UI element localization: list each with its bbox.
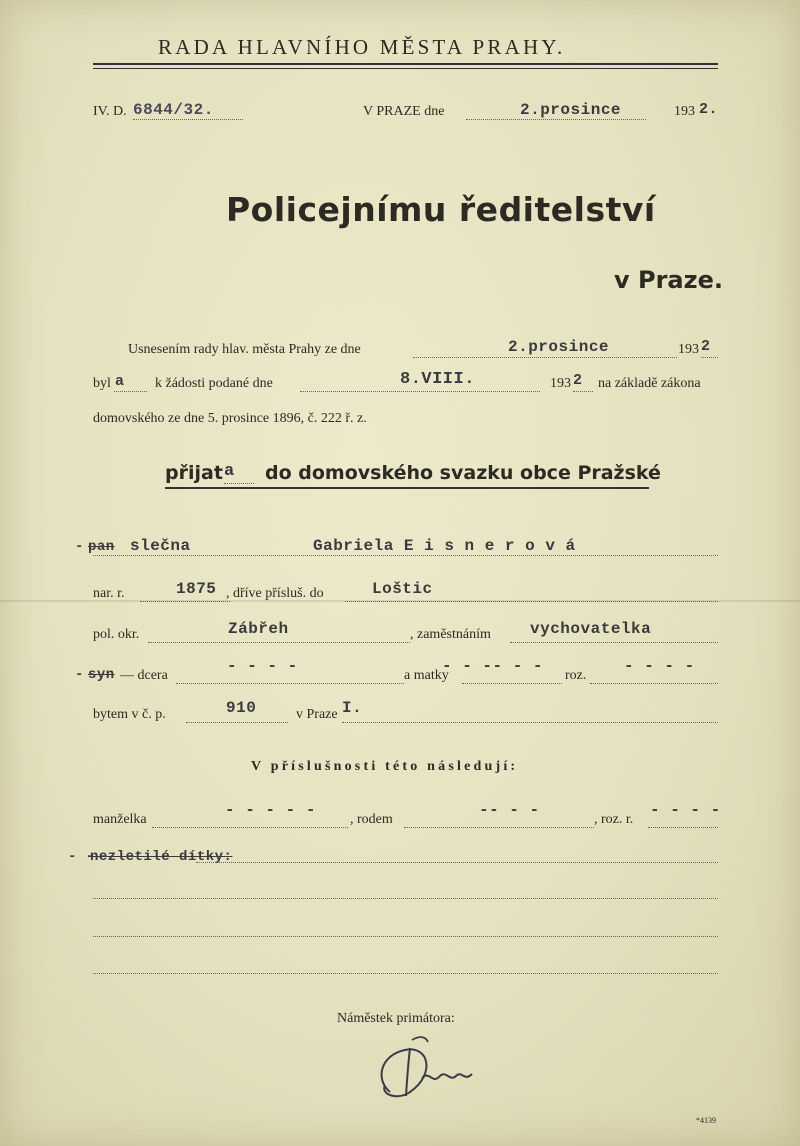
district-number: I. — [342, 699, 363, 717]
ref-prefix: IV. D. — [93, 104, 127, 119]
accepted-suffix: a — [224, 462, 235, 481]
wife-label: manželka — [93, 812, 147, 827]
mother-label: a matky — [404, 668, 449, 683]
occupation-dots — [510, 642, 718, 643]
accepted-rest: do domovského svazku obce Pražské — [265, 462, 661, 484]
signature-text — [400, 1068, 402, 1069]
born-as-label: , rodem — [350, 812, 393, 827]
law-reference: domovského ze dne 5. prosince 1896, č. 222 ř. z. — [93, 411, 367, 426]
daughter-label: — dcera — [120, 668, 168, 683]
resolution-year: 193 — [678, 342, 699, 357]
son-label: syn — [88, 667, 115, 683]
form-number: *4139 — [696, 1116, 716, 1125]
formerly-label: , dříve přísluš. do — [226, 586, 324, 601]
wife-roz-dots — [648, 827, 718, 828]
header-rule-top — [93, 63, 718, 65]
district-label: pol. okr. — [93, 627, 140, 642]
ref-number: 6844/32. — [133, 101, 214, 119]
son-dash: - — [75, 667, 84, 683]
roz-label: roz. — [565, 668, 587, 683]
place-date-label: V PRAZE dne — [363, 104, 445, 119]
wife-roz-value: - - - - — [650, 801, 721, 819]
formerly-place: Loštic — [372, 580, 433, 598]
occupation-label: , zaměstnáním — [410, 627, 491, 642]
born-as-dots — [404, 827, 594, 828]
roz-dots — [590, 683, 718, 684]
date-dots — [466, 119, 646, 120]
person-title: slečna — [130, 537, 191, 555]
resolution-year-dots — [701, 357, 718, 358]
mother-dots — [462, 683, 562, 684]
district-dots — [148, 642, 410, 643]
accepted-prefix: přijat — [165, 462, 223, 484]
roz-value: - - - - — [624, 657, 695, 675]
byl-label: byl — [93, 376, 111, 391]
law-tail: na základě zákona — [598, 376, 701, 391]
ref-dots — [133, 119, 243, 120]
children-dots-1 — [196, 862, 718, 863]
header-rule-bottom — [93, 68, 718, 69]
request-year: 193 — [550, 376, 571, 391]
resolution-date: 2.prosince — [508, 338, 610, 356]
request-year-typed: 2 — [573, 372, 583, 389]
addressee-title: Policejnímu ředitelství — [226, 190, 656, 229]
accepted-underline — [165, 487, 649, 489]
resolution-line1-label: Usnesením rady hlav. města Prahy ze dne — [128, 342, 361, 357]
signature-drawing — [360, 1030, 490, 1110]
belonging-heading: V příslušnosti této následují: — [251, 759, 519, 774]
accepted-dots — [224, 483, 254, 484]
header-year-prefix: 193 — [674, 104, 695, 119]
children-dots-3 — [93, 936, 718, 937]
request-date: 8.VIII. — [400, 370, 475, 389]
signature-label: Náměstek primátora: — [337, 1011, 455, 1026]
formerly-dots — [345, 601, 718, 602]
father-dots — [176, 683, 404, 684]
born-as-value: -- - - — [479, 801, 540, 819]
district-value: Zábřeh — [228, 620, 289, 638]
request-date-dots — [300, 391, 540, 392]
byl-dots — [114, 391, 147, 392]
born-year: 1875 — [176, 580, 217, 598]
born-dots — [140, 601, 230, 602]
request-label: k žádosti podané dne — [155, 376, 273, 391]
children-dashes: - - — [68, 849, 95, 865]
dash-marker: - — [75, 539, 84, 555]
institution-heading: RADA HLAVNÍHO MĚSTA PRAHY. — [158, 35, 566, 59]
resolution-date-dots — [413, 357, 677, 358]
born-label: nar. r. — [93, 586, 125, 601]
wife-value: - - - - - — [225, 801, 316, 819]
house-number: 910 — [226, 699, 257, 717]
father-value: - - - - — [227, 657, 298, 675]
byl-suffix: a — [115, 373, 125, 390]
wife-dots — [152, 827, 348, 828]
house-dots — [186, 722, 288, 723]
residence-city-label: v Praze — [296, 707, 338, 722]
request-year-dots — [573, 391, 593, 392]
residence-dots — [342, 722, 718, 723]
mother-value: - - -- - - — [442, 657, 544, 675]
addressee-place: v Praze. — [614, 266, 723, 294]
occupation-value: vychovatelka — [530, 620, 652, 638]
person-name: Gabriela E i s n e r o v á — [313, 537, 576, 555]
children-dots-4 — [93, 973, 718, 974]
name-dots — [93, 555, 718, 556]
struck-title: pan — [88, 539, 115, 555]
wife-roz-label: , roz. r. — [594, 812, 634, 827]
children-dots-2 — [93, 898, 718, 899]
header-date: 2.prosince — [520, 101, 622, 119]
header-year-typed: 2. — [699, 101, 719, 118]
children-struck: nezletilé dítky: — [90, 849, 233, 865]
resolution-year-typed: 2 — [701, 338, 711, 355]
residence-label: bytem v č. p. — [93, 707, 166, 722]
